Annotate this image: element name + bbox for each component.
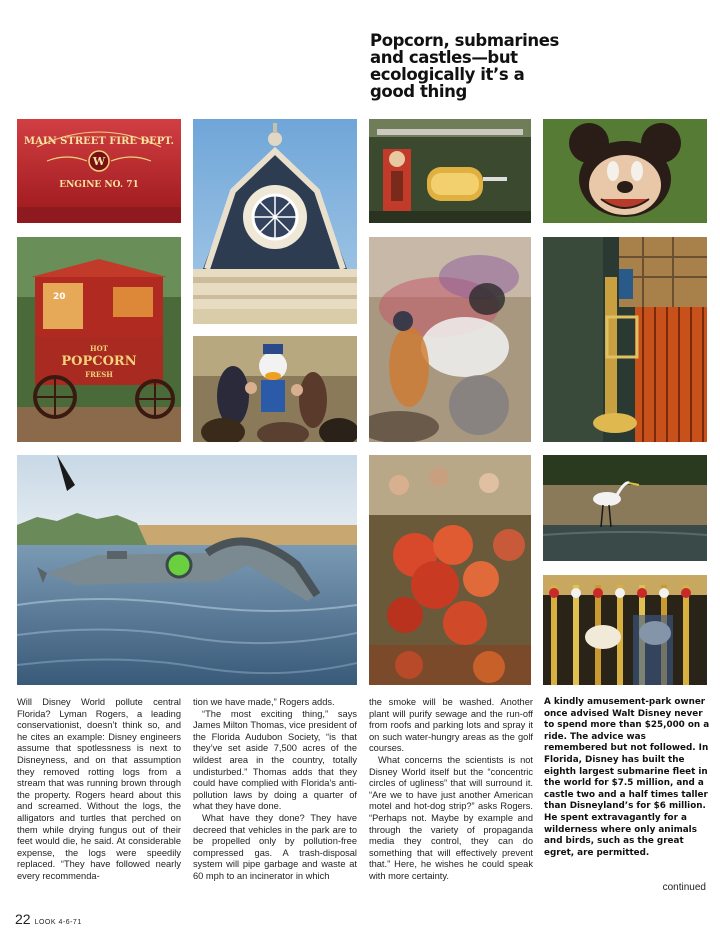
photo-great-egret	[543, 455, 707, 561]
photo-flower-market	[369, 455, 531, 685]
fire-sign-line1: MAIN STREET FIRE DEPT.	[24, 136, 174, 147]
popcorn-cart-popcorn: POPCORN	[61, 354, 137, 369]
column-1-paragraph-1: Will Disney World pollute central Florida? Lyman Rogers, a leading conservationist, doesn’t think so, and he cites an example: Disney engineers assume that spotlessness is next to Disneyness, and on that assumption they removed rotting logs from a stream that was running brown through the property. Rogers heard about this and screamed. Without the logs, the alligators and turtles that perched on them while drying fungus out of their feet would die, he said. At considerable expense, the logs were speedily replaced. “They have followed nearly every recommenda-	[17, 697, 181, 881]
column-2-paragraph-3: What have they done? They have decreed that vehicles in the park are to be propelled only by pollution-free compressed gas. A trash-disposal system will pipe garbage and waste at 60 mph to an incinerator in which	[193, 812, 357, 881]
photo-blurred-parade	[369, 237, 531, 442]
magazine-issue: LOOK 4-6-71	[34, 919, 82, 926]
photo-carousel-horses	[543, 575, 707, 685]
column-2-paragraph-2: “The most exciting thing,” says James Milton Thomas, vice president of the Florida Audubon Society, “is that they’ve set aside 7,500 acres of the wildest area in the country, totally undisturbed.” Thomas adds that they could have complied with Florida’s anti-pollution laws by doing a quarter of what they have done.	[193, 708, 357, 812]
photo-crowd-donald-duck	[193, 336, 357, 442]
continued-label: continued	[662, 882, 706, 893]
column-3-paragraph-1: the smoke will be washed. Another plant will purify sewage and the run-off from roofs and parking lots and spray it on such water-hungry areas as the golf courses.	[369, 697, 533, 754]
popcorn-cart-hot: HOT	[90, 344, 108, 353]
photo-caption: A kindly amusement-park owner once advised Walt Disney never to spend more than $25,000 on a ride. The advice was remembered but not followed. In Florida, Disney has built the eighth largest submarine fleet in the world for $7.5 million, and a castle two and a half times taller than Disneyland’s for $6 million. He spent extravagantly for a wilderness where only animals and birds, such as the great egret, are permitted.	[544, 697, 710, 858]
photo-trumpet-player	[543, 237, 707, 442]
fire-sign-line2: ENGINE NO. 71	[59, 180, 139, 190]
photo-popcorn-cart	[17, 237, 181, 442]
popcorn-cart-number: 20	[53, 292, 66, 302]
column-2-paragraph-1: tion we have made,” Rogers adds.	[193, 697, 335, 707]
photo-mickey-flower-bed	[543, 119, 707, 223]
text-column-1	[17, 697, 181, 883]
popcorn-cart-fresh: FRESH	[85, 370, 113, 379]
page-number: 22	[15, 911, 31, 927]
headline: Popcorn, submarines and castles—but ecologically it’s a good thing	[370, 31, 559, 101]
page-footer	[15, 911, 82, 927]
photo-popcorn-machine-closeup	[369, 119, 531, 223]
text-column-3	[369, 697, 533, 883]
photo-castle-window	[193, 119, 357, 324]
photo-fire-dept-sign	[17, 119, 181, 223]
text-column-2	[193, 697, 357, 883]
fire-sign-emblem: W	[92, 155, 106, 168]
column-3-paragraph-2: What concerns the scientists is not Disney World itself but the “concentric circles of ugliness” that will surround it. “Are we to have just another American motel and hot-dog strip?” asks Rogers. “Perhaps not. Maybe by example and through the variety of propaganda media they control, they can do something that will effectively prevent that.” Here, he wishes he could speak with more certainty.	[369, 754, 533, 881]
photo-submarine	[17, 455, 357, 685]
